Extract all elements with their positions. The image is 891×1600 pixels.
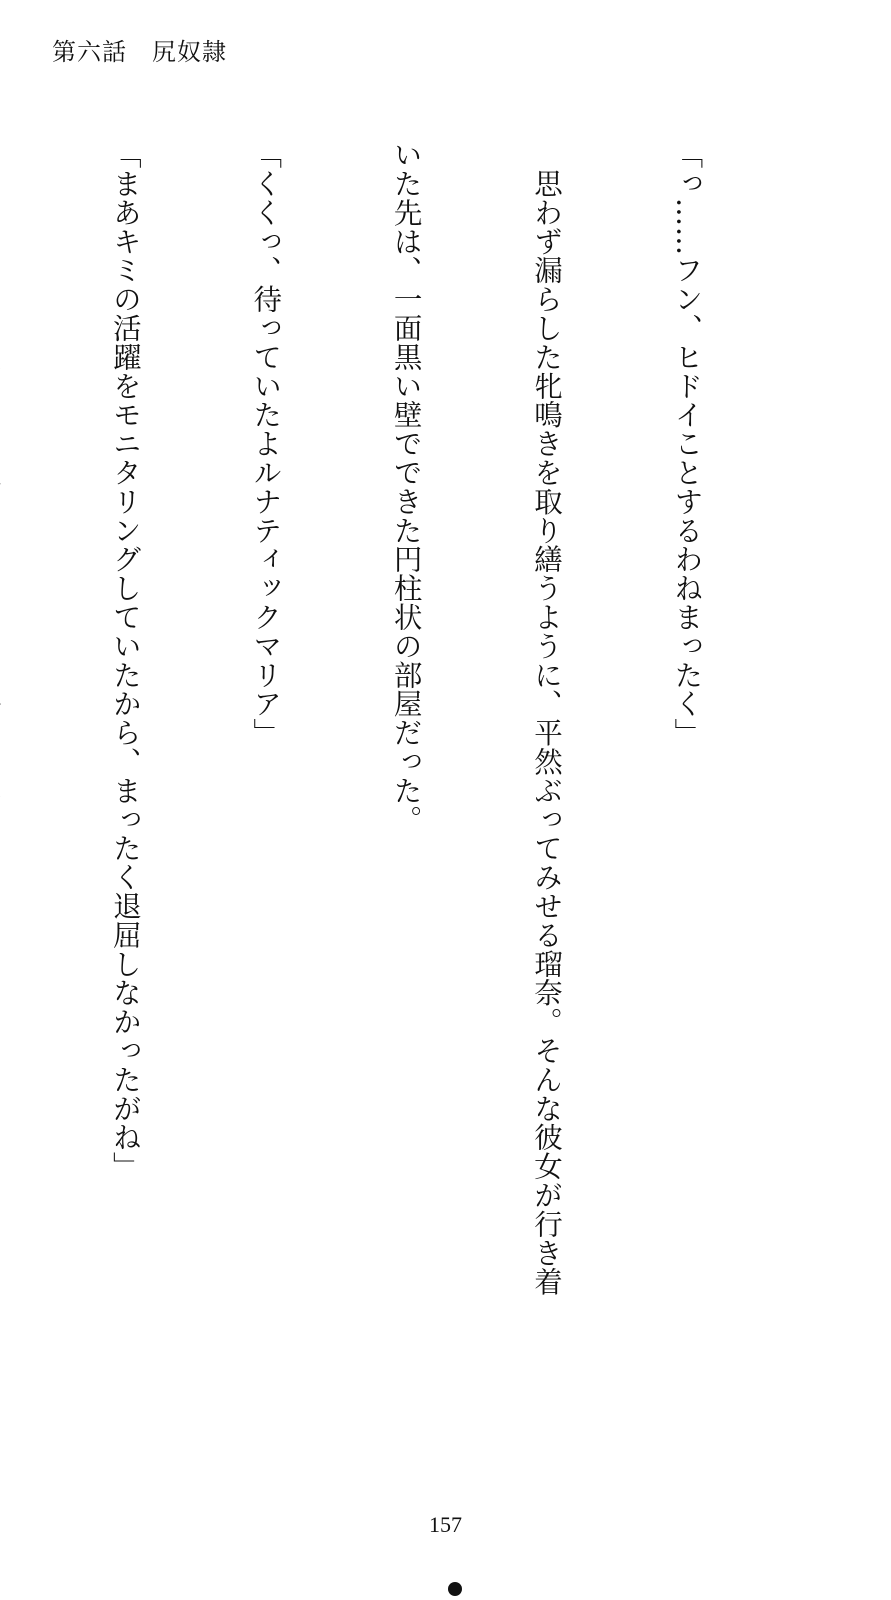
text-line: 「っ……フン、ヒドイことするわねまったく」 xyxy=(670,140,704,747)
vertical-text-body xyxy=(0,140,803,1520)
page-number: 157 xyxy=(429,1512,462,1537)
page-marker-dot xyxy=(448,1582,462,1596)
text-line: 思わず漏らした牝鳴きを取り繕うように、平然ぶってみせる瑠奈。そんな彼女が行き着 xyxy=(530,140,564,1296)
text-line: いた先は、一面黒い壁でできた円柱状の部屋だった。 xyxy=(389,140,423,834)
running-header: 第六話 尻奴隷 xyxy=(52,38,227,66)
text-line: 「くくっ、待っていたよルナティックマリア」 xyxy=(249,140,283,747)
text-line xyxy=(0,140,7,1520)
text-line: 「まあキミの活躍をモニタリングしていたから、まったく退屈しなかったがね」 xyxy=(108,140,142,1181)
